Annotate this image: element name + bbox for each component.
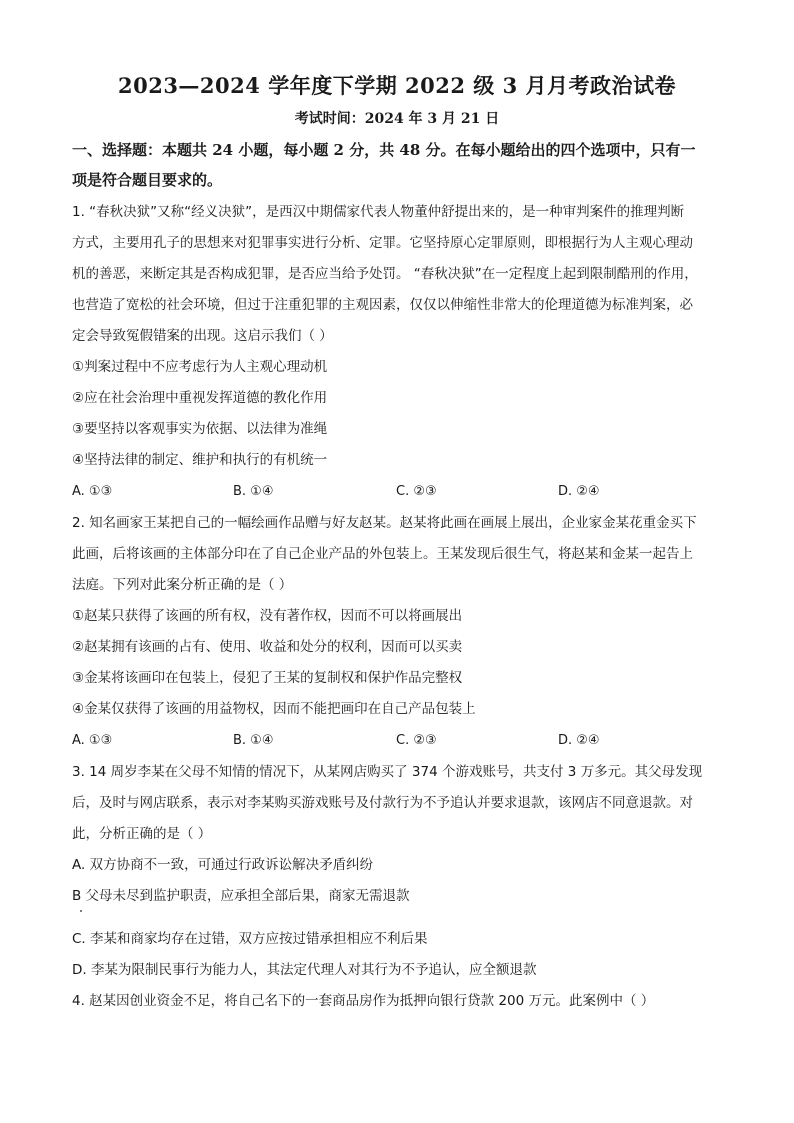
question-1-option-c: C. ②③ xyxy=(396,484,437,499)
question-1-option-b: B. ①④ xyxy=(233,484,274,499)
question-1-statement: ④坚持法律的制定、维护和执行的有机统一 xyxy=(72,452,328,468)
question-2-option-c: C. ②③ xyxy=(396,733,437,748)
section-instruction-line-1: 一、选择题：本题共 24 小题，每小题 2 分，共 48 分。在每小题给出的四个选项中，只有一 xyxy=(72,141,696,159)
question-1-statement: ②应在社会治理中重视发挥道德的教化作用 xyxy=(72,390,328,406)
question-3-option-b: B 父母未尽到监护职责，应承担全部后果，商家无需退款 xyxy=(72,888,410,904)
question-2-statement: ①赵某只获得了该画的所有权，没有著作权，因而不可以将画展出 xyxy=(72,608,463,624)
question-2-text-line: 此画，后将该画的主体部分印在了自己企业产品的外包装上。王某发现后很生气，将赵某和金某一起告上 xyxy=(72,546,693,562)
stray-dot-mark xyxy=(80,910,82,912)
question-1-statement: ③要坚持以客观事实为依据、以法律为准绳 xyxy=(72,421,328,437)
question-1-option-a: A. ①③ xyxy=(72,484,113,499)
question-1-option-d: D. ②④ xyxy=(558,484,600,499)
question-2-text-line: 法庭。下列对此案分析正确的是（ ） xyxy=(72,577,293,593)
question-1-statement: ①判案过程中不应考虑行为人主观心理动机 xyxy=(72,359,328,375)
question-2-statement: ③金某将该画印在包装上，侵犯了王某的复制权和保护作品完整权 xyxy=(72,670,463,686)
question-3-text-line: 后，及时与网店联系，表示对李某购买游戏账号及付款行为不予追认并要求退款，该网店不同意退款。对 xyxy=(72,795,693,811)
question-2-option-a: A. ①③ xyxy=(72,733,113,748)
question-1-text-line: 方式，主要用孔子的思想来对犯罪事实进行分析、定罪。它坚持原心定罪原则，即根据行为人主观心理动 xyxy=(72,235,693,251)
question-1-text-line: 机的善恶，来断定其是否构成犯罪，是否应当给予处罚。 “春秋决狱”在一定程度上起到限制酷刑的作用， xyxy=(72,266,698,282)
exam-time: 考试时间：2024 年 3 月 21 日 xyxy=(294,111,500,127)
section-instruction-line-2: 项是符合题目要求的。 xyxy=(72,171,223,189)
question-2-statement: ②赵某拥有该画的占有、使用、收益和处分的权利，因而可以买卖 xyxy=(72,639,463,655)
question-1-text-line: 也营造了宽松的社会环境，但过于注重犯罪的主观因素，仅仅以伸缩性非常大的伦理道德为标准判案，必 xyxy=(72,297,693,313)
question-2-text-line: 2. 知名画家王某把自己的一幅绘画作品赠与好友赵某。赵某将此画在画展上展出，企业家金某花重金买下 xyxy=(72,515,697,531)
question-3-option-c: C. 李某和商家均存在过错，双方应按过错承担相应不利后果 xyxy=(72,931,428,947)
question-2-option-b: B. ①④ xyxy=(233,733,274,748)
question-2-option-d: D. ②④ xyxy=(558,733,600,748)
question-3-option-a: A. 双方协商不一致，可通过行政诉讼解决矛盾纠纷 xyxy=(72,857,374,873)
question-2-statement: ④金某仅获得了该画的用益物权，因而不能把画印在自己产品包装上 xyxy=(72,701,476,717)
question-3-text-line: 3. 14 周岁李某在父母不知情的情况下，从某网店购买了 374 个游戏账号，共支付 3 万多元。其父母发现 xyxy=(72,764,703,780)
question-3-option-d: D. 李某为限制民事行为能力人，其法定代理人对其行为不予追认，应全额退款 xyxy=(72,962,537,978)
question-1-text-line: 1. “春秋决狱”又称“经义决狱”，是西汉中期儒家代表人物董仲舒提出来的，是一种审判案件的推理判断 xyxy=(72,204,685,220)
question-1-text-line: 定会导致冤假错案的出现。这启示我们（ ） xyxy=(72,328,333,344)
exam-title: 2023—2024 学年度下学期 2022 级 3 月月考政治试卷 xyxy=(117,73,676,98)
question-3-text-line: 此，分析正确的是（ ） xyxy=(72,826,212,842)
question-4-text-line: 4. 赵某因创业资金不足，将自己名下的一套商品房作为抵押向银行贷款 200 万元。此案例中（ ） xyxy=(72,993,655,1009)
